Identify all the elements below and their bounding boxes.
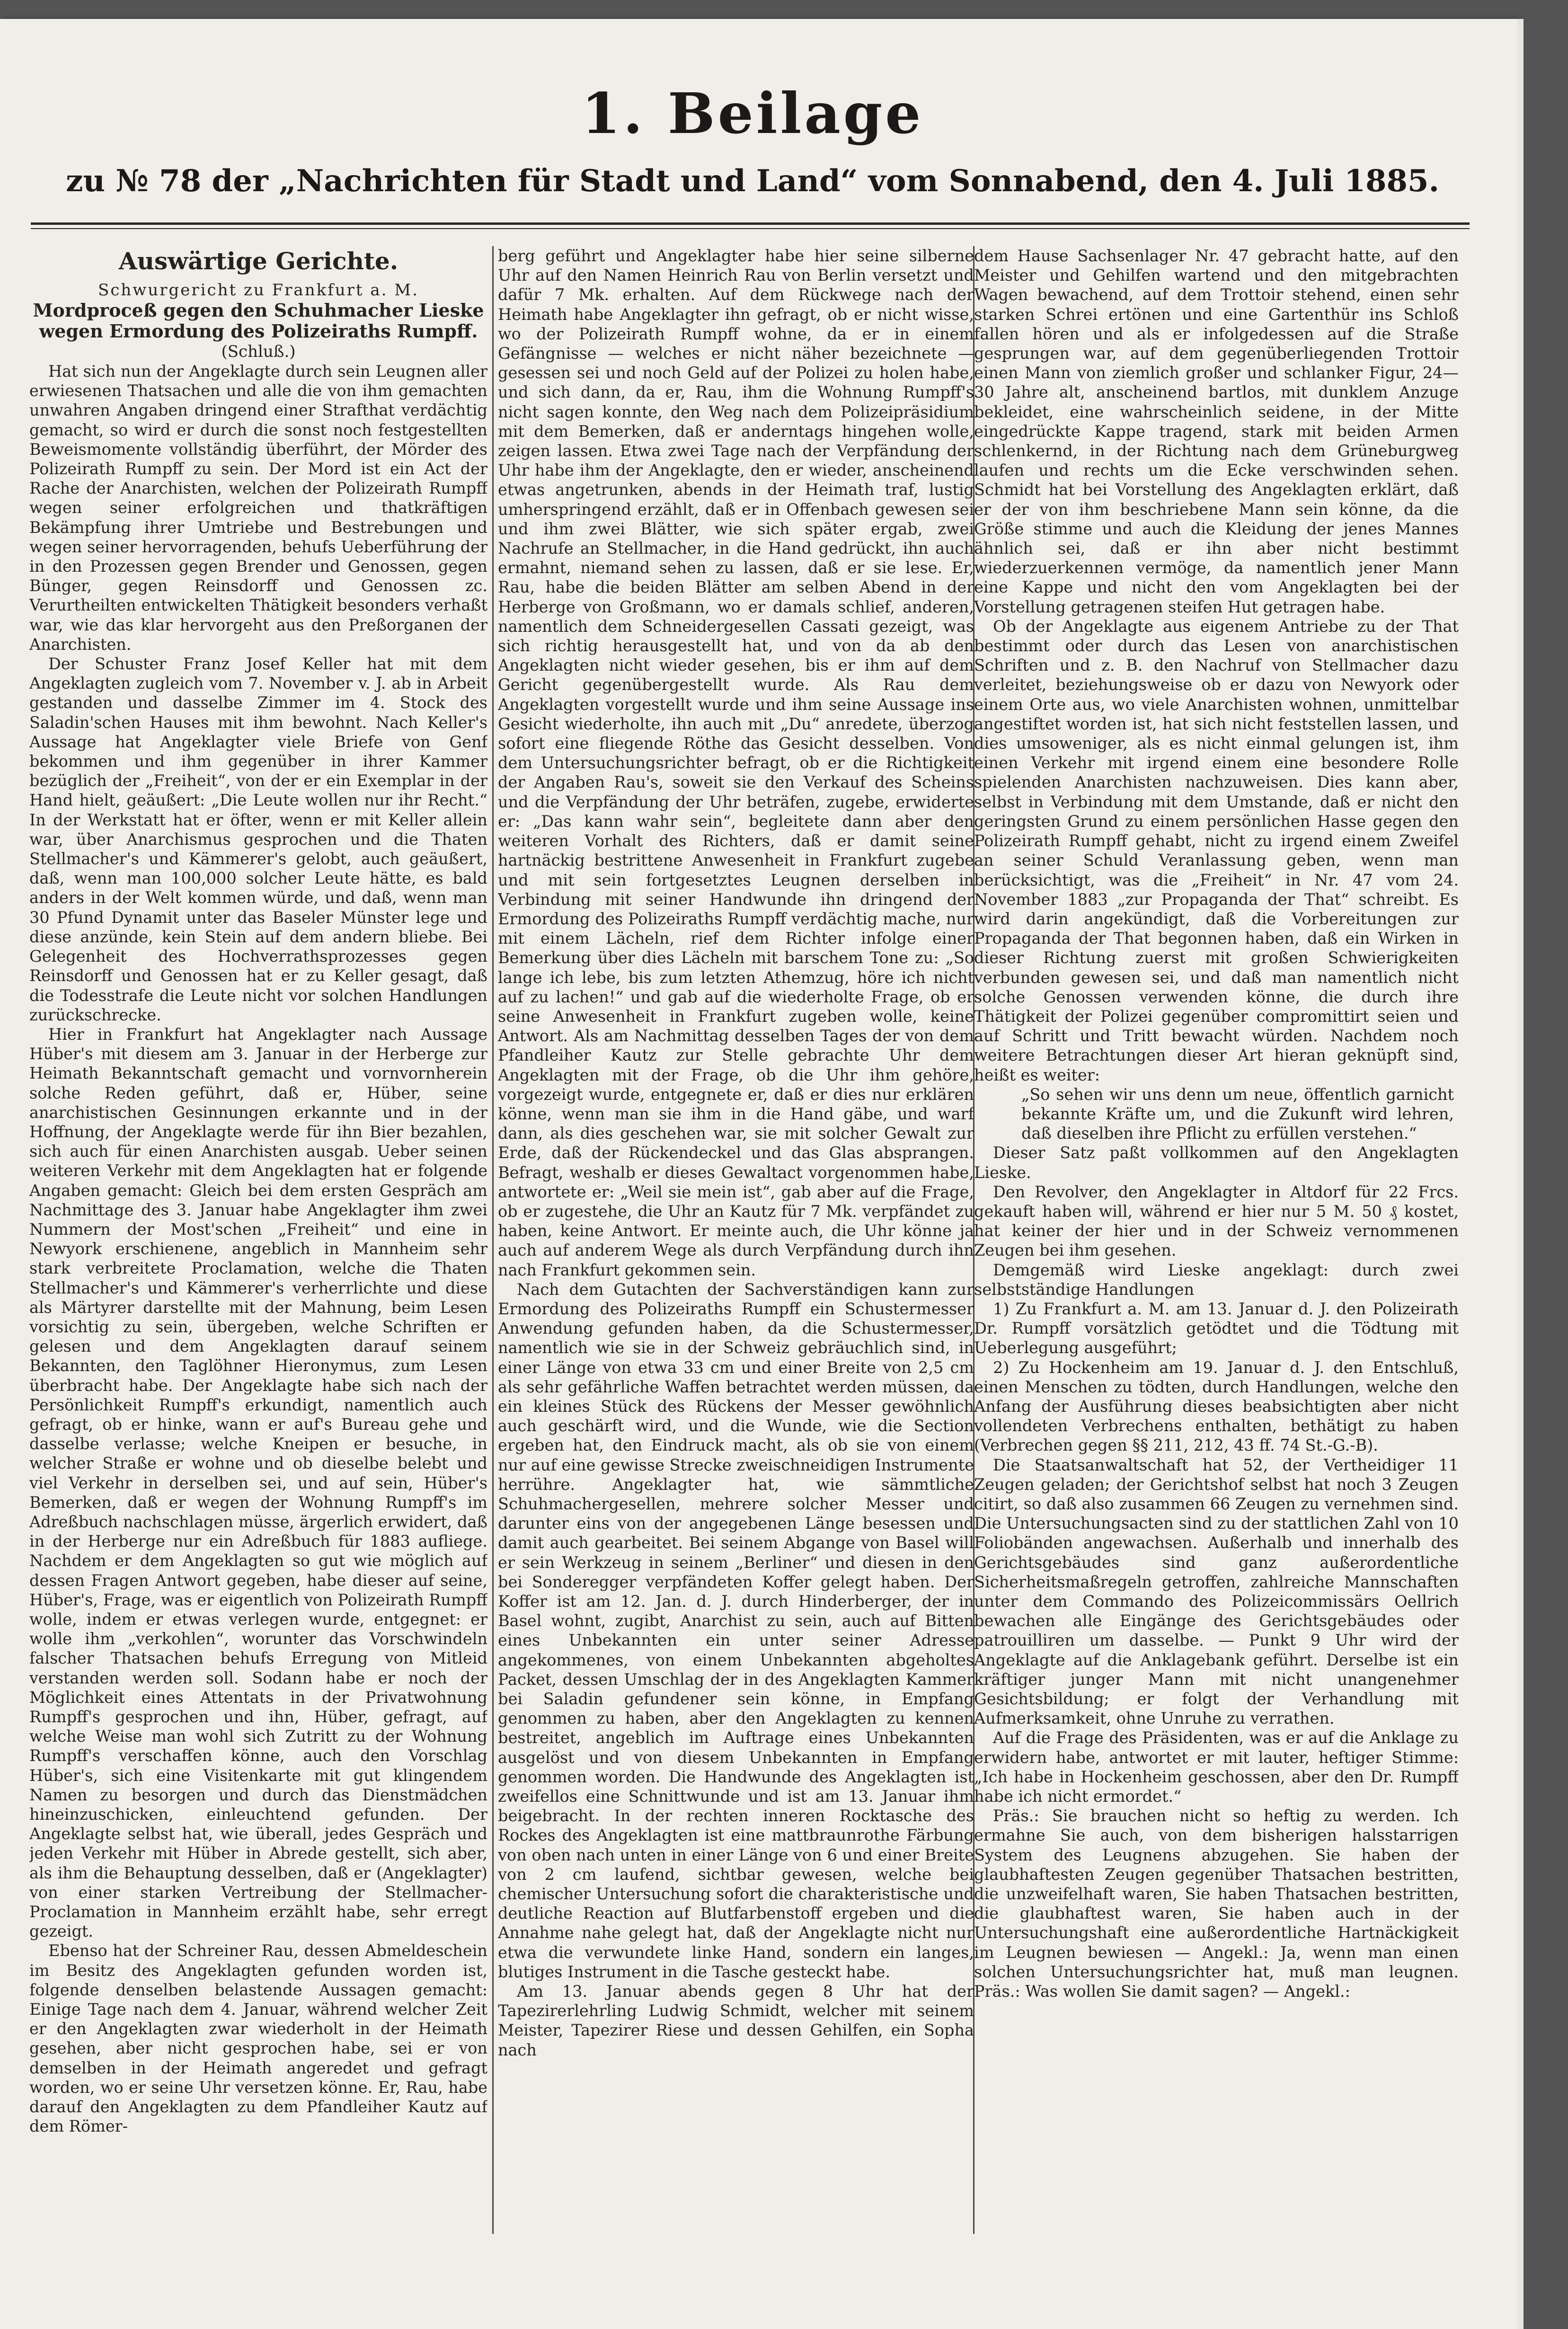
court-line: Schwurgericht zu Frankfurt a. M.: [98, 281, 419, 300]
paragraph: Den Revolver, den Angeklagter in Altdorf für 22 Frcs. gekauft haben will, während er hier nur 5 M. 50 ₰ kostet, hat keiner der hier und in der Schweiz vernommenen Zeugen bei ihm gesehen.: [974, 1182, 1459, 1260]
block-quote: „So sehen wir uns denn um neue, öffentlich garnicht bekannte Kräfte um, und die Zukunft wird lehren, daß dieselben ihre Pflicht zu erfüllen verstehen.“: [1021, 1085, 1454, 1143]
column-3: [974, 246, 1459, 2248]
paragraph: dem Hause Sachsenlager Nr. 47 gebracht hatte, auf den Meister und Gehilfen wartend und den mitgebrachten Wagen bewachend, auf dem Trottoir stehend, einen sehr starken Schrei ertönen und eine Gartenthür ins Schloß fallen hören und als er infolgedessen auf die Straße gesprungen war, auf dem gegenüberliegenden Trottoir einen Mann von ziemlich großer und schlanker Figur, 24—30 Jahre alt, anscheinend bartlos, mit dunklem Anzuge bekleidet, eine wahrscheinlich seidene, in der Mitte eingedrückte Kappe tragend, stark mit beiden Armen schlenkernd, in der Richtung nach dem Grüneburgweg laufen und rechts um die Ecke verschwinden sehen. Schmidt hat bei Vorstellung des Angeklagten erklärt, daß er der von ihm beschriebene Mann sein könne, da die Größe stimme und auch die Kleidung der jenes Mannes ähnlich sei, daß er ihn aber nicht bestimmt wiederzuerkennen vermöge, da namentlich jener Mann eine Kappe und nicht den vom Angeklagten bei der Vorstellung getragenen steifen Hut getragen habe.: [974, 247, 1459, 616]
paragraph: Hier in Frankfurt hat Angeklagter nach Aussage Hüber's mit diesem am 3. Januar in der Herberge zur Heimath Bekanntschaft gemacht und vornvornherein solche Reden geführt, daß er, Hüber, seine anarchistischen Gesinnungen erkannte und in der Hoffnung, der Angeklagte werde für ihn Bier bezahlen, sich auch für einen Anarchisten ausgab. Ueber seinen weiteren Verkehr mit dem Angeklagten hat er folgende Angaben gemacht: Gleich bei dem ersten Gespräch am Nachmittage des 3. Januar habe Angeklagter ihm zwei Nummern der Most'schen „Freiheit“ und eine in Newyork erschienene, angeblich in Mannheim sehr stark verbreitete Proclamation, welche die Thaten Stellmacher's und Kämmerer's verherrlichte und diese als Märtyrer darstellte mit der Mahnung, beim Lesen vorsichtig zu sein, übergeben, welche Schriften er gelesen und dem Angeklagten darauf seinem Bekannten, den Taglöhner Hieronymus, zum Lesen überbracht habe. Der Angeklagte habe sich nach der Persönlichkeit Rumpff's erkundigt, namentlich auch gefragt, ob er hinke, wann er auf's Bureau gehe und dasselbe verlasse; welche Kneipen er besuche, in welcher Straße er wohne und ob dieselbe belebt und viel Verkehr in derselben sei, und auf sein, Hüber's Bemerken, daß er wegen der Wohnung Rumpff's im Adreßbuch nachschlagen müsse, ärgerlich erwidert, daß in der Herberge nur ein Adreßbuch für 1883 aufliege. Nachdem er dem Angeklagten so gut wie möglich auf dessen Fragen Antwort gegeben, habe dieser auf seine, Hüber's, Frage, was er eigentlich von Polizeirath Rumpff wolle, indem er etwas verlegen wurde, entgegnet: er wolle ihm „verkohlen“, worunter das Vorschwindeln falscher Thatsachen behufs Erregung von Mitleid verstanden werden soll. Sodann habe er noch der Möglichkeit eines Attentats in der Privatwohnung Rumpff's gesprochen und ihn, Hüber, gefragt, auf welche Weise man wohl sich Zutritt zu der Wohnung Rumpff's verschaffen könne, auch den Vorschlag Hüber's, sich eine Visitenkarte mit gut klingendem Namen zu besorgen und durch das Dienstmädchen hineinzuschicken, einleuchtend gefunden. Der Angeklagte selbst hat, wie überall, jedes Gespräch und jeden Verkehr mit Hüber in Abrede gestellt, sich aber, als ihm die Behauptung desselben, daß er (Angeklagter) von einer starken Vertreibung der Stellmacher-Proclamation in Mannheim erzählt habe, sehr erregt gezeigt.: [29, 1025, 487, 1941]
charge-item: 2) Zu Hockenheim am 19. Januar d. J. den Entschluß, einen Menschen zu tödten, durch Handlungen, welche den Anfang der Ausführung dieses beabsichtigten aber nicht vollendeten Verbrechens enthalten, bethätigt zu haben (Verbrechen gegen §§ 211, 212, 43 ff. 74 St.-G.-B).: [974, 1358, 1459, 1455]
section-title: Auswärtige Gerichte.: [118, 247, 399, 275]
paragraph: Auf die Frage des Präsidenten, was er auf die Anklage zu erwidern habe, antwortet er mit lauter, heftiger Stimme: „Ich habe in Hockenheim geschossen, aber den Dr. Rumpff habe ich nicht ermordet.“: [974, 1728, 1459, 1806]
charge-item: 1) Zu Frankfurt a. M. am 13. Januar d. J. den Polizeirath Dr. Rumpff vorsätzlich getödtet und die Tödtung mit Ueberlegung ausgeführt;: [974, 1299, 1459, 1357]
paragraph: Die Staatsanwaltschaft hat 52, der Vertheidiger 11 Zeugen geladen; der Gerichtshof selbst hat noch 3 Zeugen citirt, so daß also zusammen 66 Zeugen zu vernehmen sind. Die Untersuchungsacten sind zu der stattlichen Zahl von 10 Foliobänden angewachsen. Außerhalb und innerhalb des Gerichtsgebäudes sind ganz außerordentliche Sicherheitsmaßregeln getroffen, zahlreiche Mannschaften unter dem Commando des Polizeicommissärs Oellrich bewachen alle Eingänge des Gerichtsgebäudes oder patrouilliren um dasselbe. — Punkt 9 Uhr wird der Angeklagte auf die Anklagebank geführt. Derselbe ist ein kräftiger junger Mann mit nicht unangenehmer Gesichtsbildung; er folgt der Verhandlung mit Aufmerksamkeit, ohne Unruhe zu verrathen.: [974, 1455, 1459, 1728]
masthead-rule: [31, 222, 1470, 229]
column-1: [29, 246, 487, 2248]
paragraph: berg geführt und Angeklagter habe hier seine silberne Uhr auf den Namen Heinrich Rau von Berlin versetzt und dafür 7 Mk. erhalten. Auf dem Rückwege nach der Heimath habe Angeklagter ihn gefragt, ob er nicht wisse, wo der Polizeirath Rumpff wohne, da er in einem Gefängnisse — welches er nicht näher bezeichnete — gesessen sei und noch Geld auf der Polizei zu holen habe, und sich dann, da er, Rau, ihm die Wohnung Rumpff's nicht sagen konnte, den Weg nach dem Polizeipräsidium mit dem Bemerken, daß er anderntags hingehen wolle, zeigen lassen. Etwa zwei Tage nach der Verpfändung der Uhr habe ihm der Angeklagte, den er wieder, anscheinend etwas angetrunken, abends in der Heimath traf, lustig umherspringend erzählt, daß er in Offenbach gewesen sei und ihm zwei Blätter, wie sich später ergab, zwei Nachrufe an Stellmacher, in die Hand gedrückt, ihn auch ermahnt, niemand sehen zu lassen, daß er sie lese. Er, Rau, habe die beiden Blätter am selben Abend in der Herberge von Großmann, wo er damals schlief, anderen, namentlich dem Schneidergesellen Cassati gezeigt, was sich richtig herausgestellt hat, und von da ab den Angeklagten nicht wieder gesehen, bis er ihm auf dem Gericht gegenübergestellt wurde. Als Rau dem Angeklagten vorgestellt wurde und ihm seine Aussage ins Gesicht wiederholte, ihn auch mit „Du“ anredete, überzog sofort eine fliegende Röthe das Gesicht desselben. Von dem Untersuchungsrichter befragt, ob er die Richtigkeit der Angaben Rau's, soweit sie den Verkauf des Scheins und die Verpfändung der Uhr beträfen, zugebe, erwiderte er: „Das kann wahr sein“, begleitete dann aber den weiteren Vorhalt des Richters, daß er damit seine hartnäckig bestrittene Anwesenheit in Frankfurt zugebe und mit sein fortgesetztes Leugnen derselben in Verbindung mit seiner Handwunde ihn dringend der Ermordung des Polizeiraths Rumpff verdächtig mache, nur mit einem Lächeln, rief dem Richter infolge einer Bemerkung über dies Lächeln mit barschem Tone zu: „So lange ich lebe, bis zum letzten Athemzug, höre ich nicht auf zu lachen!“ und gab auf die wiederholte Frage, ob er seine Anwesenheit in Frankfurt zugeben wolle, keine Antwort. Als am Nachmittag desselben Tages der von dem Pfandleiher Kautz zur Stelle gebrachte Uhr dem Angeklagten mit der Frage, ob die Uhr ihm gehöre, vorgezeigt wurde, entgegnete er, daß er dies nur erklären könne, wenn man sie ihm in die Hand gäbe, und warf dann, als dies geschehen war, sie mit solcher Gewalt zur Erde, daß der Rückendeckel und das Glas absprangen. Befragt, weshalb er dieses Gewaltact vorgenommen habe, antwortete er: „Weil sie mein ist“, gab aber auf die Frage, ob er zugestehe, die Uhr an Kautz für 7 Mk. verpfändet zu haben, keine Antwort. Er meinte auch, die Uhr könne ja auch auf anderem Wege als durch Verpfändung durch ihn nach Frankfurt gekommen sein.: [498, 247, 974, 1279]
continuation-note: (Schluß.): [221, 342, 296, 361]
paragraph: Demgemäß wird Lieske angeklagt: durch zwei selbstständige Handlungen: [974, 1260, 1459, 1299]
column-2: [498, 246, 974, 2248]
supplement-title: 1. Beilage: [581, 80, 924, 146]
column-divider: [492, 246, 494, 2234]
issue-line: zu № 78 der „Nachrichten für Stadt und Land“ vom Sonnabend, den 4. Juli 1885.: [66, 163, 1439, 199]
paragraph: Präs.: Sie brauchen nicht so heftig zu werden. Ich ermahne Sie auch, von dem bisherigen halsstarrigen System des Leugnens abzugehen. Sie haben der glaubhaftesten Zeugen gegenüber Thatsachen bestritten, die unzweifelhaft waren, Sie haben Thatsachen bestritten, die glaubhaftest waren, Sie haben auch in der Untersuchungshaft eine außerordentliche Hartnäckigkeit im Leugnen bewiesen — Angekl.: Ja, wenn man einen solchen Untersuchungsrichter hat, muß man leugnen. Präs.: Was wollen Sie damit sagen? — Angekl.:: [974, 1807, 1459, 2001]
paragraph: Ob der Angeklagte aus eigenem Antriebe zu der That bestimmt oder durch das Lesen von anarchistischen Schriften und z. B. den Nachruf von Stellmacher dazu verleitet, beziehungsweise ob er dazu von Newyork oder einem Orte aus, wo viele Anarchisten wohnen, unmittelbar angestiftet worden ist, hat sich nicht feststellen lassen, und dies umsoweniger, als es nicht einmal gelungen ist, ihm einen Verkehr mit irgend einem eine besondere Rolle spielenden Anarchisten nachzuweisen. Dies kann aber, selbst in Verbindung mit dem Umstande, daß er nicht den geringsten Grund zu einem persönlichen Hasse gegen den Polizeirath Rumpff gehabt, nicht zu irgend einem Zweifel an seiner Schuld Veranlassung geben, wenn man berücksichtigt, was die „Freiheit“ in Nr. 47 vom 24. November 1883 „zur Propaganda der That“ schreibt. Es wird darin angekündigt, daß die Vorbereitungen zur Propaganda der That begonnen haben, daß ein Wirken in dieser Richtung zuerst mit großen Schwierigkeiten verbunden gewesen sei, und daß man namentlich nicht solche Genossen verwenden könne, die durch ihre Thätigkeit der Polizei gegenüber compromittirt seien und auf Schritt und Tritt bewacht würden. Nachdem noch weitere Betrachtungen dieser Art hieran geknüpft sind, heißt es weiter:: [974, 617, 1459, 1084]
page-edge: [1517, 19, 1524, 2329]
article-headline: Mordproceß gegen den Schuhmacher Lieske wegen Ermordung des Polizeiraths Rumpff.: [33, 300, 484, 342]
paragraph: Am 13. Januar abends gegen 8 Uhr hat der Tapezirerlehrling Ludwig Schmidt, welcher mit seinem Meister, Tapezirer Riese und dessen Gehilfen, ein Sopha nach: [498, 1982, 974, 2059]
paragraph: Hat sich nun der Angeklagte durch sein Leugnen aller erwiesenen Thatsachen und alle die von ihm gemachten unwahren Angaben dringend einer Strafthat verdächtig gemacht, so wird er durch die sonst noch festgestellten Beweismomente vollständig überführt, der Mörder des Polizeirath Rumpff zu sein. Der Mord ist ein Act der Rache der Anarchisten, welchen der Polizeirath Rumpff wegen seiner erfolgreichen und thatkräftigen Bekämpfung ihrer Umtriebe und Bestrebungen und wegen seiner hervorragenden, behufs Ueberführung der in den Prozessen gegen Brender und Genossen, gegen Bünger, gegen Reinsdorff und Genossen zc. Verurtheilten entwickelten Thätigkeit besonders verhaßt war, wie das klar hervorgeht aus den Preßorganen der Anarchisten.: [29, 362, 487, 654]
masthead: [28, 80, 1477, 203]
paragraph: Dieser Satz paßt vollkommen auf den Angeklagten Lieske.: [974, 1143, 1459, 1182]
paragraph: Ebenso hat der Schreiner Rau, dessen Abmeldeschein im Besitz des Angeklagten gefunden worden ist, folgende denselben belastende Aussagen gemacht: Einige Tage nach dem 4. Januar, während welcher Zeit er den Angeklagten zwar wiederholt in der Heimath gesehen, aber nicht gesprochen habe, sei er von demselben in der Heimath angeredet und gefragt worden, wo er seine Uhr versetzen könne. Er, Rau, habe darauf den Angeklagten zu dem Pfandleiher Kautz auf dem Römer-: [29, 1941, 487, 2136]
paragraph: Nach dem Gutachten der Sachverständigen kann zur Ermordung des Polizeiraths Rumpff ein Schustermesser Anwendung gefunden haben, da die Schustermesser, namentlich wie sie in der Schweiz gebräuchlich sind, in einer Länge von etwa 33 cm und einer Breite von 2,5 cm als sehr gefährliche Waffen betrachtet werden müssen, da ein kleines Stück des Rückens der Messer gewöhnlich auch geschärft wird, und die Wunde, wie die Section ergeben hat, den Eindruck macht, als ob sie von einem nur auf eine gewisse Strecke zweischneidigen Instrumente herrühre. Angeklagter hat, wie sämmtliche Schuhmachergesellen, mehrere solcher Messer und darunter eins von der angegebenen Länge besessen und damit auch gearbeitet. Bei seinem Abgange von Basel will er sein Werkzeug in seinem „Berliner“ und diesen in den bei Sonderegger verpfändeten Koffer gelegt haben. Der Koffer ist am 12. Jan. d. J. durch Hinderberger, der in Basel wohnt, zugibt, Anarchist zu sein, auch auf Bitten eines Unbekannten ein unter seiner Adresse angekommenes, von einem Unbekannten abgeholtes Packet, dessen Umschlag der in des Angeklagten Kammer bei Saladin gefundener sein könne, in Empfang genommen zu haben, aber den Angeklagten zu kennen bestreitet, angeblich im Auftrage eines Unbekannten ausgelöst und von diesem Unbekannten in Empfang genommen worden. Die Handwunde des Angeklagten ist zweifellos eine Schnittwunde und ist am 13. Januar ihm beigebracht. In der rechten inneren Rocktasche des Rockes des Angeklagten ist eine mattbraunrothe Färbung von oben nach unten in einer Länge von 6 und einer Breite von 2 cm laufend, sichtbar gewesen, welche bei chemischer Untersuchung sofort die charakteristische und deutliche Reaction auf Blutfarbenstoff ergeben und die Annahme nahe gelegt hat, daß der Angeklagte nicht nur etwa die verwundete linke Hand, sondern ein langes, blutiges Instrument in die Tasche gesteckt habe.: [498, 1280, 974, 1981]
paragraph: Der Schuster Franz Josef Keller hat mit dem Angeklagten zugleich vom 7. November v. J. ab in Arbeit gestanden und dasselbe Zimmer im 4. Stock des Saladin'schen Hauses mit ihm bewohnt. Nach Keller's Aussage hat Angeklagter viele Briefe von Genf bekommen und ihm gegenüber in ihrer Kammer bezüglich der „Freiheit“, von der er ein Exemplar in der Hand hielt, geäußert: „Die Leute wollen nur ihr Recht.“ In der Werkstatt hat er öfter, wenn er mit Keller allein war, über Anarchismus gesprochen und die Thaten Stellmacher's und Kämmerer's gelobt, auch geäußert, daß, wenn man 100,000 solcher Leute hätte, es bald anders in der Welt kommen würde, und daß, wenn man 30 Pfund Dynamit unter das Baseler Münster lege und diese anzünde, kein Stein auf dem andern bliebe. Bei Gelegenheit des Hochverrathsprozesses gegen Reinsdorff und Genossen hat er zu Keller gesagt, daß die Todesstrafe die Leute nicht vor solchen Handlungen zurückschrecke.: [29, 655, 487, 1024]
